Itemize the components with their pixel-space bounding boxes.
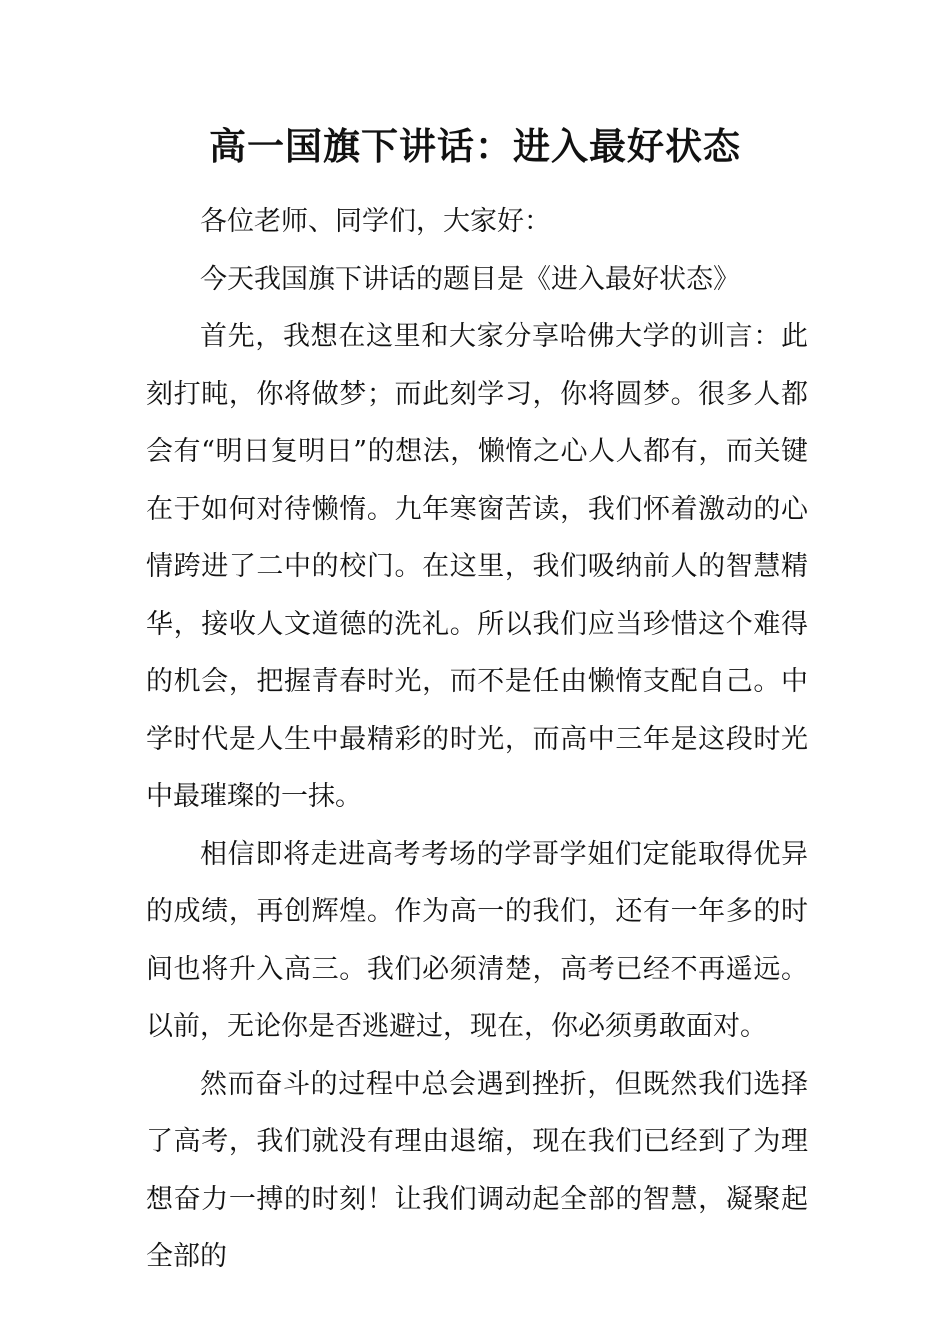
- paragraph-topic: 今天我国旗下讲话的题目是《进入最好状态》: [200, 263, 740, 295]
- paragraph-greeting: 各位老师、同学们，大家好：: [200, 206, 551, 237]
- paragraph-struggle: 然而奋斗的过程中总会遇到挫折，但既然我们选择了高考，我们就没有理由退缩，现在我们已经到了为理想奋力一搏的时刻！让我们调动起全部的智慧，凝聚起全部的: [146, 1068, 808, 1272]
- document-body: [146, 193, 808, 1286]
- document-title: 高一国旗下讲话：进入最好状态: [209, 124, 741, 168]
- paragraph-harvard-motto: 首先，我想在这里和大家分享哈佛大学的训言：此刻打盹，你将做梦；而此刻学习，你将圆梦。很多人都会有“明日复明日”的想法，懒惰之心人人都有，而关键在于如何对待懒惰。九年寒窗苦读，我们怀着激动的心情跨进了二中的校门。在这里，我们吸纳前人的智慧精华，接收人文道德的洗礼。所以我们应当珍惜这个难得的机会，把握青春时光，而不是任由懒惰支配自己。中学时代是人生中最精彩的时光，而高中三年是这段时光中最璀璨的一抹。: [146, 321, 808, 812]
- paragraph-gaokao: 相信即将走进高考考场的学哥学姐们定能取得优异的成绩，再创辉煌。作为高一的我们，还有一年多的时间也将升入高三。我们必须清楚，高考已经不再遥远。以前，无论你是否逃避过，现在，你必须勇敢面对。: [146, 838, 808, 1042]
